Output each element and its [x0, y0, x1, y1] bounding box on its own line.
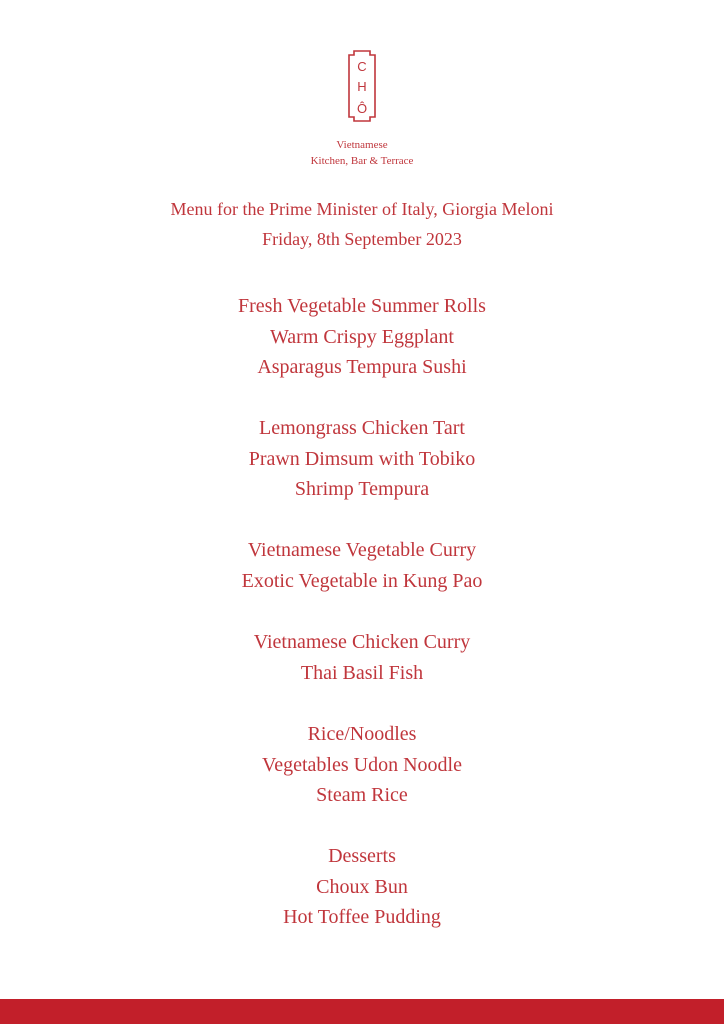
course-3	[0, 535, 724, 596]
course-6	[0, 841, 724, 933]
svg-text:H: H	[357, 79, 367, 94]
dish-item: Asparagus Tempura Sushi	[257, 356, 467, 378]
tagline-kitchen-bar-terrace: Kitchen, Bar & Terrace	[310, 155, 414, 167]
dish-item: Vietnamese Chicken Curry	[253, 631, 471, 653]
dish-item: Vegetables Udon Noodle	[262, 753, 462, 776]
logo-frame-icon	[346, 49, 378, 123]
dish-item: Warm Crispy Eggplant	[270, 325, 454, 348]
dish-item: Steam Rice	[316, 784, 408, 806]
course-4	[0, 627, 724, 688]
footer-bar	[0, 999, 724, 1024]
menu-date: Friday, 8th September 2023	[262, 229, 462, 249]
course-2	[0, 413, 724, 505]
menu-title: Menu for the Prime Minister of Italy, Giorgia Meloni	[170, 199, 554, 219]
dish-item: Choux Bun	[316, 875, 408, 898]
dish-item: Fresh Vegetable Summer Rolls	[238, 295, 486, 317]
course-5	[0, 719, 724, 811]
svg-text:Ô: Ô	[356, 101, 368, 116]
section-heading-rice-noodles: Rice/Noodles	[307, 723, 417, 745]
course-1	[0, 291, 724, 383]
dish-item: Thai Basil Fish	[300, 661, 424, 684]
svg-text:C: C	[357, 59, 367, 74]
tagline-vietnamese: Vietnamese	[336, 139, 388, 151]
dish-item: Hot Toffee Pudding	[283, 906, 441, 928]
section-heading-desserts: Desserts	[328, 845, 396, 867]
dish-item: Vietnamese Vegetable Curry	[247, 539, 477, 561]
cho-logo	[346, 49, 378, 123]
dish-item: Prawn Dimsum with Tobiko	[248, 447, 476, 470]
dish-item: Lemongrass Chicken Tart	[259, 417, 465, 439]
dish-item: Exotic Vegetable in Kung Pao	[241, 569, 483, 592]
dish-item: Shrimp Tempura	[294, 478, 430, 500]
